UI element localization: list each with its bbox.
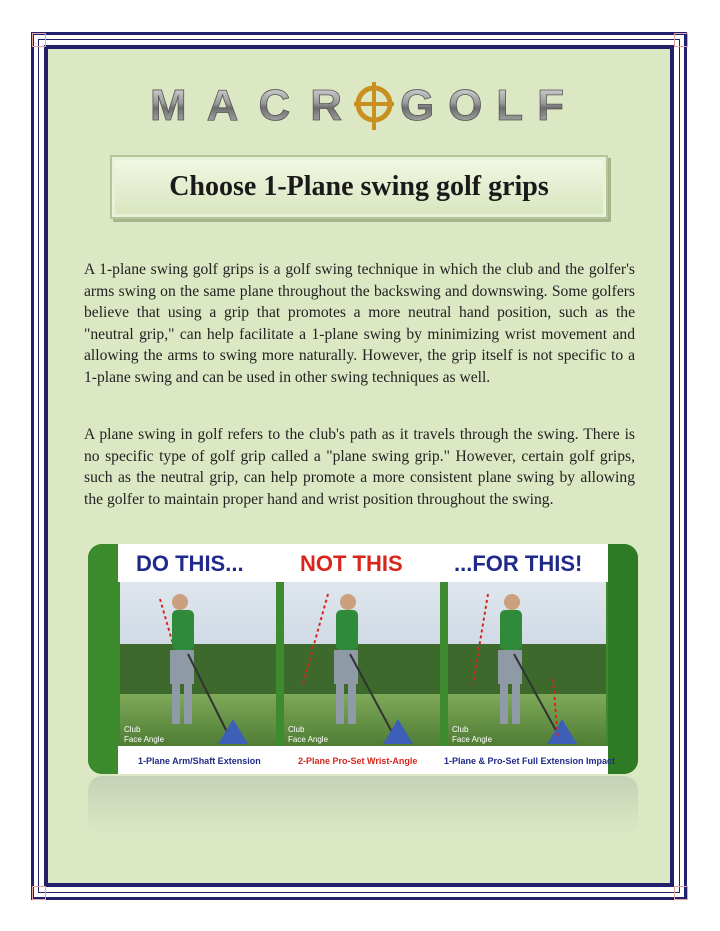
panel-2-caption: 2-Plane Pro-Set Wrist-Angle	[298, 756, 418, 766]
panel-1-face-label: Face Angle	[124, 735, 165, 744]
crosshair-icon	[354, 82, 394, 130]
panel-1	[120, 582, 276, 746]
panel-2-club-label: Club	[288, 725, 305, 734]
panel-3-heading: ...FOR THIS!	[454, 551, 583, 576]
panel-2	[284, 582, 440, 746]
panel-2-heading: NOT THIS	[300, 551, 403, 576]
panel-1-caption: 1-Plane Arm/Shaft Extension	[138, 756, 261, 766]
corner-ornament-bottom-right	[674, 886, 688, 900]
panel-3-face-label: Face Angle	[452, 735, 493, 744]
panel-1-heading: DO THIS...	[136, 551, 244, 576]
golf-swing-illustration	[88, 544, 638, 774]
panel-1-club-label: Club	[124, 725, 141, 734]
panel-3-caption: 1-Plane & Pro-Set Full Extension Impact	[444, 756, 616, 766]
macrogolf-logo	[150, 82, 570, 132]
logo-text-left: MACR	[150, 82, 346, 130]
paragraph-2: A plane swing in golf refers to the club's path as it travels through the swing. There is no specific type of golf grip called a "plane swing grip." However, certain golf grips, such as the neutral grip, can help promote a more consistent plane swing by allowing the golfer to maintain proper hand and wrist position throughout the swing.	[84, 426, 635, 508]
panel-3-club-label: Club	[452, 725, 469, 734]
image-reflection	[88, 776, 638, 836]
corner-ornament-bottom-left	[32, 886, 46, 900]
title-box	[110, 155, 608, 219]
corner-ornament-top-right	[674, 33, 688, 47]
panel-3	[448, 582, 606, 746]
corner-ornament-top-left	[32, 33, 46, 47]
panel-2-face-label: Face Angle	[288, 735, 329, 744]
page-title: Choose 1-Plane swing golf grips	[169, 171, 549, 202]
golf-swing-image	[88, 544, 638, 774]
logo-text-right: GOLF	[400, 82, 568, 130]
paragraph-1: A 1-plane swing golf grips is a golf swing technique in which the club and the golfer's arms swing on the same plane throughout the backswing and downswing. Some golfers believe that using a grip that promotes a more neutral hand position, such as the "neutral grip," can help facilitate a 1-plane swing by minimizing wrist movement and allowing the arms to swing more naturally. However, the grip itself is not specific to a 1-plane swing and can be used in other swing techniques as well.	[84, 261, 635, 386]
